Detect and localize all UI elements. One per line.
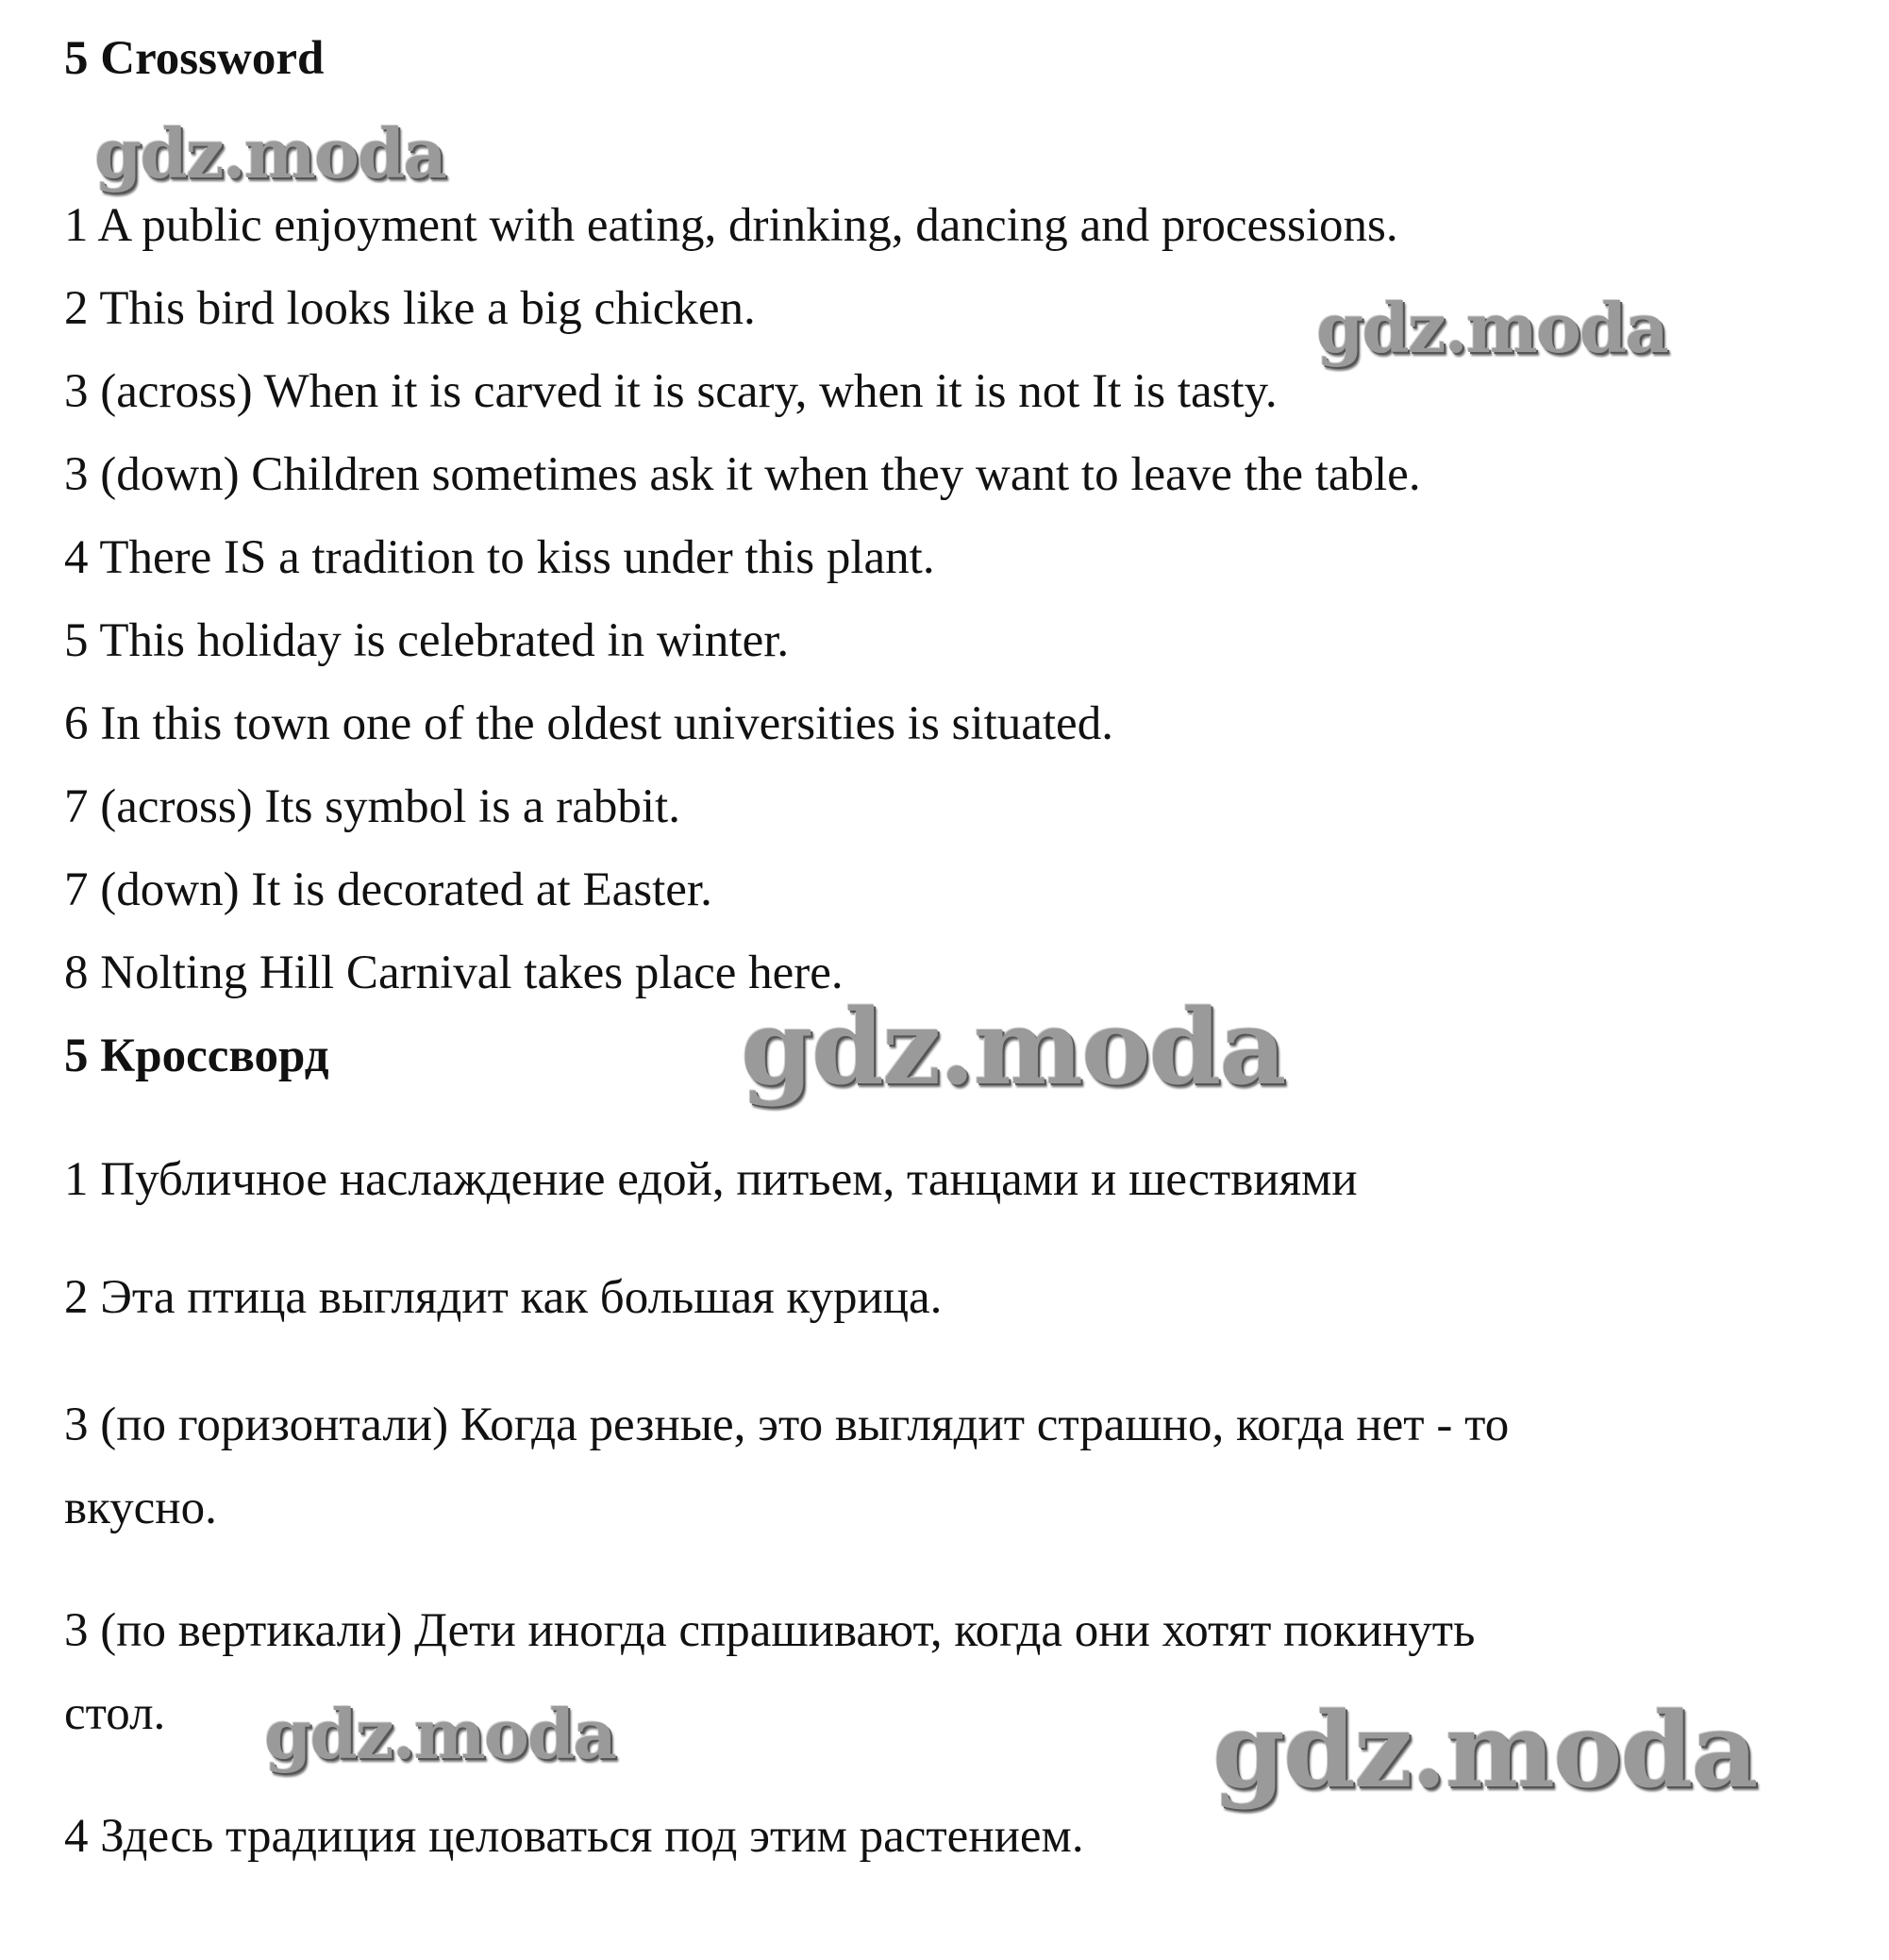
english-clue-2: 2 This bird looks like a big chicken. xyxy=(64,282,756,335)
english-clue-7-down: 7 (down) It is decorated at Easter. xyxy=(64,863,712,916)
watermark: gdz.moda xyxy=(264,1694,615,1774)
english-clue-4: 4 There IS a tradition to kiss under this plant. xyxy=(64,531,935,584)
russian-clue-2: 2 Эта птица выглядит как большая курица. xyxy=(64,1271,943,1324)
russian-clue-3-across-cont: вкусно. xyxy=(64,1482,217,1534)
english-clue-1: 1 A public enjoyment with eating, drinking, dancing and processions. xyxy=(64,199,1398,252)
english-clue-3-down: 3 (down) Children sometimes ask it when they want to leave the table. xyxy=(64,448,1421,501)
english-clue-8: 8 Nolting Hill Carnival takes place here. xyxy=(64,946,844,999)
watermark: gdz.moda xyxy=(94,113,445,193)
watermark: gdz.moda xyxy=(1316,288,1667,368)
english-clue-7-across: 7 (across) Its symbol is a rabbit. xyxy=(64,780,680,833)
english-clue-6: 6 In this town one of the oldest universities is situated. xyxy=(64,697,1113,750)
english-clue-3-across: 3 (across) When it is carved it is scary, when it is not It is tasty. xyxy=(64,365,1278,418)
russian-clue-1: 1 Публичное наслаждение едой, питьем, танцами и шествиями xyxy=(64,1153,1358,1206)
russian-clue-3-across: 3 (по горизонтали) Когда резные, это выглядит страшно, когда нет - то xyxy=(64,1399,1510,1451)
english-clue-5: 5 This holiday is celebrated in winter. xyxy=(64,614,790,667)
watermark: gdz.moda xyxy=(741,986,1285,1108)
watermark: gdz.moda xyxy=(1212,1689,1757,1811)
russian-clue-3-down: 3 (по вертикали) Дети иногда спрашивают, когда они хотят покинуть xyxy=(64,1604,1476,1657)
russian-clue-4: 4 Здесь традиция целоваться под этим растением. xyxy=(64,1810,1084,1863)
russian-clue-3-down-cont: стол. xyxy=(64,1687,166,1740)
english-heading: 5 Crossword xyxy=(64,32,325,85)
russian-heading: 5 Кроссворд xyxy=(64,1030,329,1082)
